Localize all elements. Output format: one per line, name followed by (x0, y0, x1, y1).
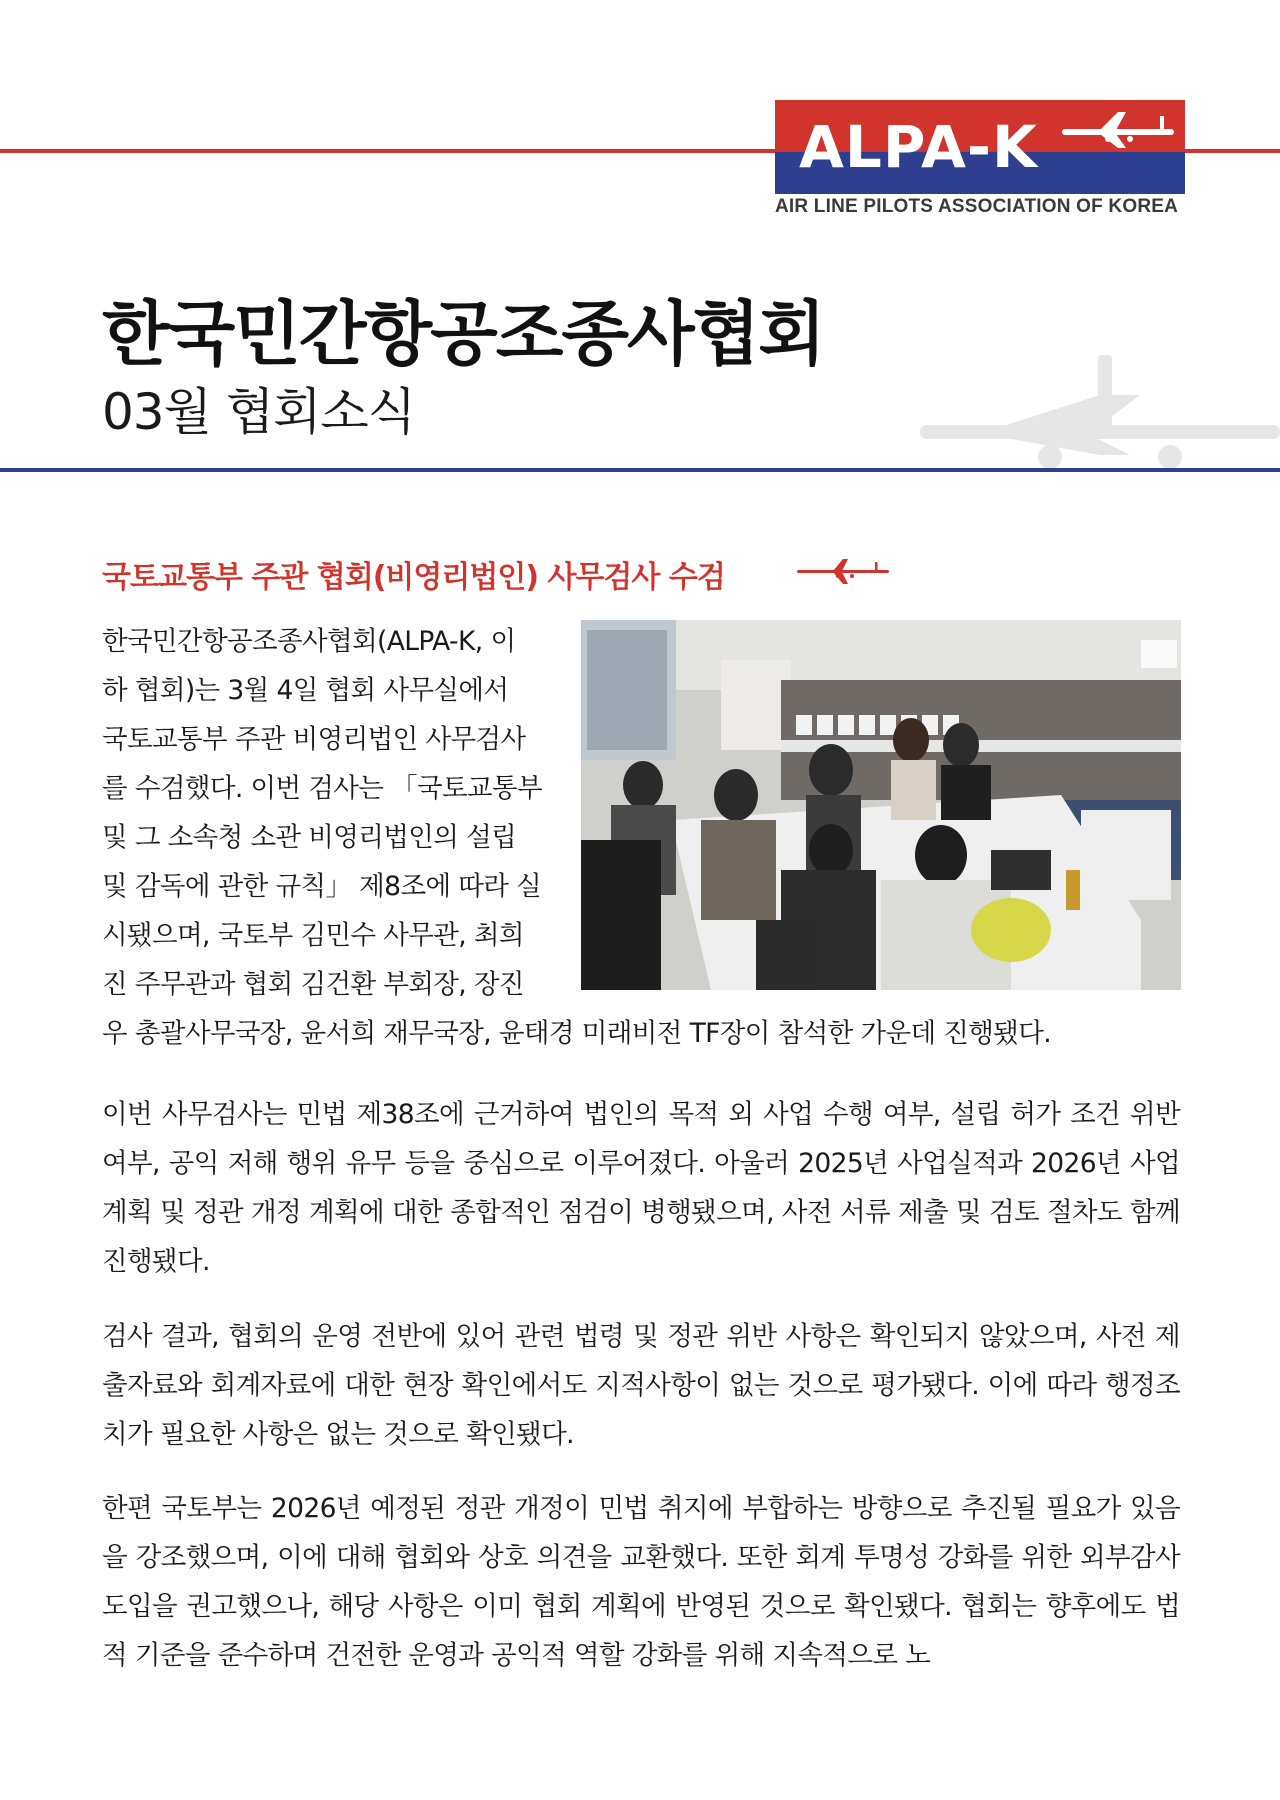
alpa-k-logo (775, 100, 1185, 194)
airplane-icon (1060, 106, 1178, 150)
page-subtitle: 03월 협회소식 (102, 383, 416, 441)
header-red-rule (0, 149, 775, 153)
article-paragraph-2: 이번 사무검사는 민법 제38조에 근거하여 법인의 목적 외 사업 수행 여부, 설립 허가 조건 위반 여부, 공익 저해 행위 유무 등을 중심으로 이루어졌다. 아울러 2025년 사업실적과 2026년 사업계획 및 정관 개정 계획에 대한 종합적인 점검이 병행됐으며, 사전 서류 제출 및 검토 절차도 함께 진행됐다. (102, 1099, 1180, 1277)
article-heading: 국토교통부 주관 협회(비영리법인) 사무검사 수검 (102, 560, 725, 595)
lead-line: 국토교통부 주관 비영리법인 사무검사 (102, 724, 526, 755)
header-blue-rule (0, 468, 1280, 472)
logo-text: ALPA-K (799, 113, 1038, 181)
watermark-airplane-icon (920, 355, 1280, 470)
lead-line: 및 감독에 관한 규칙」 제8조에 따라 실 (102, 871, 542, 902)
lead-line: 한국민간항공조종사협회(ALPA-K, 이 (102, 626, 516, 657)
meeting-photo (581, 620, 1181, 990)
lead-paragraph-tail: 우 총괄사무국장, 윤서희 재무국장, 윤태경 미래비전 TF장이 참석한 가운데 진행됐다. (102, 1018, 1052, 1049)
page-title: 한국민간항공조종사협회 (102, 293, 824, 375)
lead-line: 진 주무관과 협회 김건환 부회장, 장진 (102, 969, 524, 1000)
airplane-icon (797, 556, 889, 586)
article-paragraph-4: 한편 국토부는 2026년 예정된 정관 개정이 민법 취지에 부합하는 방향으로 추진될 필요가 있음을 강조했으며, 이에 대해 협회와 상호 의견을 교환했다. 또한 회계 투명성 강화를 위한 외부감사 도입을 권고했으나, 해당 사항은 이미 협회 계획에 반영된 것으로 확인됐다. 협회는 향후에도 법적 기준을 준수하며 건전한 운영과 공익적 역할 강화를 위해 지속적으로 노 (102, 1493, 1180, 1671)
header-red-rule-right (1185, 149, 1280, 153)
lead-paragraph (102, 617, 564, 1009)
logo-subtitle: AIR LINE PILOTS ASSOCIATION OF KOREA (775, 196, 1179, 217)
article-paragraph-3: 검사 결과, 협회의 운영 전반에 있어 관련 법령 및 정관 위반 사항은 확인되지 않았으며, 사전 제출자료와 회계자료에 대한 현장 확인에서도 지적사항이 없는 것으로 평가됐다. 이에 따라 행정조치가 필요한 사항은 없는 것으로 확인됐다. (102, 1321, 1180, 1450)
lead-line: 를 수검했다. 이번 검사는 「국토교통부 (102, 773, 543, 804)
lead-line: 및 그 소속청 소관 비영리법인의 설립 (102, 822, 517, 853)
lead-line: 하 협회)는 3월 4일 협회 사무실에서 (102, 675, 509, 706)
lead-line: 시됐으며, 국토부 김민수 사무관, 최희 (102, 920, 524, 951)
